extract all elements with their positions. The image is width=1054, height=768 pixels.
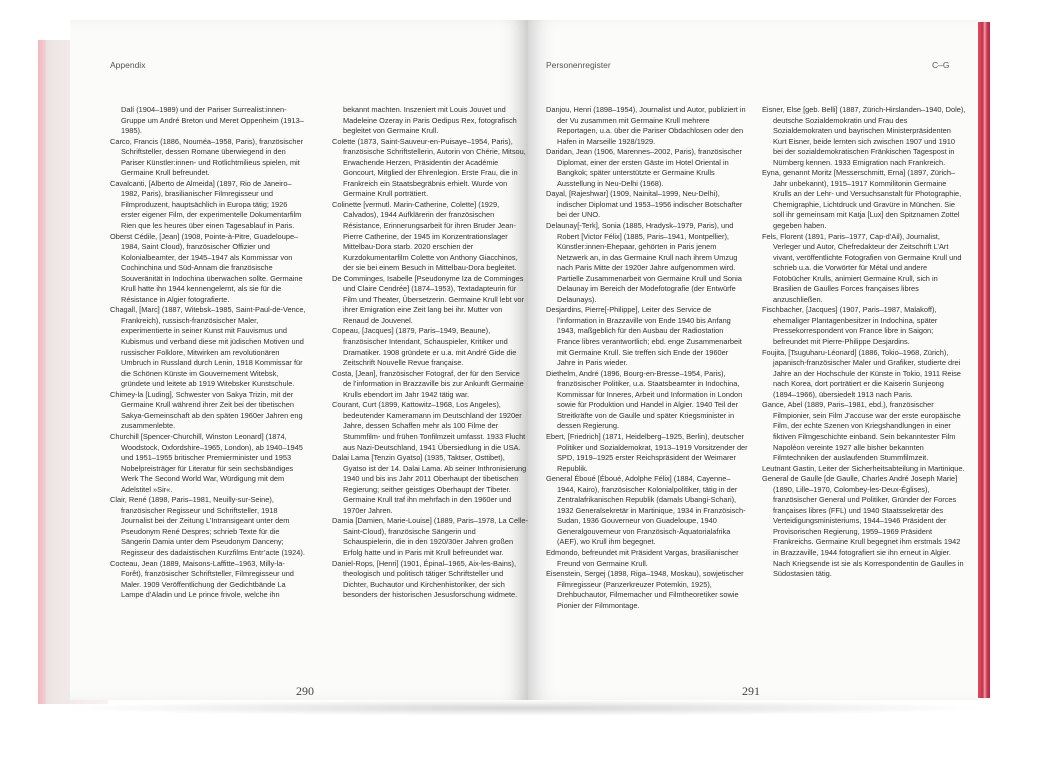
index-entry: Costa, [Jean], französischer Fotograf, der für den Service de l’information in Brazzaville bis zur Ankunft Germaine Krulls ebendort im Jahr 1942 tätig war. bbox=[332, 368, 524, 399]
running-head-right: Personenregister bbox=[546, 60, 611, 70]
index-entry: Chimey-la [Luding], Schwester von Sakya Trizin, mit der Germaine Krull während ihrer Zeit bei der tibetischen Sakya-Gemeinschaft ab den späten 1960er Jahren eng zusammenlebte. bbox=[110, 389, 303, 431]
index-entry: Carco, Francis (1886, Nouméa–1958, Paris), französischer Schriftsteller, dessen Romane überwiegend in den Pariser Künstler:innen- und Rotlichtmilieus spielen, mit Germaine Krull befreundet. bbox=[110, 136, 304, 178]
index-entry: Danjou, Henri (1898–1954), Journalist und Autor, publiziert in der Vu zusammen mit Germaine Krull mehrere Reportagen, u.a. über die Pariser Obdachlosen oder den Hafen in Marseille 1928/1929. bbox=[546, 105, 746, 146]
index-entry: Foujita, [Tsuguharu-Léonard] (1886, Tokio–1968, Zürich), japanisch-französischer Maler und Grafiker, studierte drei Jahre an der Hochschule der Künste in Tokio, 1911 Reise nach Korea, dort porträtiert er die Kaiserin Sunjeong (1894–1966), übersiedelt 1913 nach Paris. bbox=[762, 347, 961, 399]
right-page-column-2 bbox=[762, 105, 966, 580]
index-entry: Delaunay[-Terk], Sonia (1885, Hradysk–1979, Paris), und Robert [Victor Félix] (1885, Paris–1941, Montpellier), Künstler:innen-Ehepaar, gehörten in Paris jenem Netzwerk an, in das Germaine Krull nach ihrem Umzug nach Paris Mitte der 1920er Jahre aufgenommen wird. Partielle Zusammenarbeit von Germaine Krull und Sonia Delaunay im Bereich der Modefotografie (der Entwürfe Delaunays). bbox=[546, 221, 742, 304]
index-entry: Chagall, [Marc] (1887, Witebsk–1985, Saint-Paul-de-Vence, Frankreich), russisch-französischer Maler, experimentierte in seiner Kunst mit Fauvismus und Kubismus und verband diese mit jüdischen Motiven und russischer Folklore, Mitwirken am revolutionären Umbruch in Russland durch Lenin, 1918 Kommissar für die Schönen Künste im Gouvernement Witebsk, gründete und leitete ab 1919 Witebsker Kunstschule. bbox=[110, 305, 306, 389]
index-entry: Colinette [vermutl. Marin-Catherine, Colette] (1929, Calvados), 1944 Aufklärerin der französischen Résistance, Erinnerungsarbeit für ihren Bruder Jean-Pierre Catherine, der 1945 im Konzentrationslager Mittelbau-Dora starb. 2020 erschien der Kurzdokumentarfilm Colette von Anthony Giacchinos, der sie bei einem Besuch in Mittelbau-Dora begleitet. bbox=[332, 199, 518, 273]
index-entry: Diethelm, André (1896, Bourg-en-Bresse–1954, Paris), französischer Politiker, u.a. Staatsbeamter in Indochina, Kommissar für Inneres, Arbeit und Information in London sowie für Produktion und Handel in Algier. 1940 Teil der Streitkräfte von de Gaulle und später Kriegsminister in dessen Regierung. bbox=[546, 368, 743, 431]
running-head-left: Appendix bbox=[110, 60, 146, 70]
index-entry: Cocteau, Jean (1889, Maisons-Laffitte–1963, Milly-la-Forêt), französischer Schriftsteller, Filmregisseur und Maler. 1909 Veröffentlichung der Gedichtbände La Lampe d’Aladin und Le prince frivole, welche ihn bbox=[110, 558, 294, 600]
index-entry: Dayal, [Rajeshwar] (1909, Nainital–1999, Neu-Delhi), indischer Diplomat und 1953–1956 indischer Botschafter bei der UNO. bbox=[546, 189, 743, 220]
index-entry: Dalai Lama [Tenzin Gyatso] (1935, Taktser, Osttibet), Gyatso ist der 14. Dalai Lama. Ab seiner Inthronisierung 1940 und bis ins Jahr 2011 Oberhaupt der tibetischen Regierung; seither geistiges Oberhaupt der Tibeter. Germaine Krull traf ihn mehrfach in den 1960er und 1970er Jahren. bbox=[332, 453, 527, 515]
index-entry: bekannt machten. Inszeniert mit Louis Jouvet und Madeleine Ozeray in Paris Oedipus Rex, fotografisch begleitet von Germaine Krull. bbox=[343, 105, 517, 136]
index-entry: General de Gaulle [de Gaulle, Charles André Joseph Marie] (1890, Lille–1970, Colombey-les-Deux-Églises), französischer General und Politiker, Gründer der Forces françaises libres (FFL) und 1940 Staatssekretär des Verteidigungsministeriums, 1944–1946 Präsident der Provisorischen Regierung, 1959–1969 Präsident Frankreichs. Germaine Krull begegnet ihm erstmals 1942 in Brazzaville, 1944 fotografiert sie ihn erneut in Algier. Nach Kriegsende ist sie als Korrespondentin de Gaulles in Südostasien tätig. bbox=[762, 474, 964, 579]
index-entry: Dalí (1904–1989) und der Pariser Surrealist:innen-Gruppe um André Breton und Meret Oppenheim (1913–1985). bbox=[121, 105, 304, 136]
index-entry: Cavalcanti, [Alberto de Almeida] (1897, Rio de Janeiro–1982, Paris), brasilianischer Filmregisseur und Filmproduzent, hauptsächlich in Europa tätig; 1926 erster eigener Film, der experimentelle Dokumentarfilm Rien que les heures über einen Tagesablauf in Paris. bbox=[110, 178, 302, 231]
index-entry: Gance, Abel (1889, Paris–1981, ebd.), französischer Filmpionier, sein Film J’accuse war der erste europäische Film, der echte Szenen von Kriegshandlungen in einer fiktiven Filmgeschichte einband. Sein bekanntester Film Napoléon vereinte 1927 alle bisher bekannten Filmtechniken der auslaufenden Stummfilmzeit. bbox=[762, 400, 961, 463]
index-entry: Eyna, genannt Moritz [Messerschmitt, Erna] (1897, Zürich–Jahr unbekannt), 1915–1917 Kommilitonin Germaine Krulls an der Lehr- und Versuchsanstalt für Photographie, Chemigraphie, Lichtdruck und Gravüre in München. Sie soll ihr gemeinsam mit Katja [Lux] den Spitznamen Zottel gegeben haben. bbox=[762, 168, 962, 231]
book-shadow bbox=[60, 700, 990, 716]
right-page bbox=[528, 20, 978, 700]
running-head-letters: C–G bbox=[932, 60, 950, 70]
index-entry: General Éboué [Éboué, Adolphe Félix] (1884, Cayenne–1944, Kairo), französischer Kolonialpolitiker, tätig in der Zentralafrikanischen Republik (damals Ubangi-Schari), 1932 Generalsekretär in Martinique, 1934 in Französisch-Sudan, 1936 Gouverneur von Guadeloupe, 1940 Generalgouverneur von Französisch-Äquatorialafrika (AEF), wo Krull ihm begegnet. bbox=[546, 474, 746, 547]
index-entry: Daniel-Rops, [Henri] (1901, Épinal–1965, Aix-les-Bains), theologisch und politisch tätiger Schriftsteller und Dichter, Buchautor und Kirchenhistoriker, der sich besonders der historischen Jesusforschung widmete. bbox=[332, 558, 518, 600]
index-entry: Fels, Florent (1891, Paris–1977, Cap-d’Ail), Journalist, Verleger und Autor, Chefredakteur der Zeitschrift L’Art vivant, veröffentlichte Fotografien von Germaine Krull und schrieb u.a. die Vorwörter für Métal und andere Fotobücher Krulls, animiert Germaine Krull, sich in Brasilien de Gaulles Forces françaises libres anzuschließen. bbox=[762, 231, 962, 304]
page-number-left: 290 bbox=[296, 684, 314, 698]
index-entry: Eisner, Else [geb. Belli] (1887, Zürich-Hirslanden–1940, Dole), deutsche Sozialdemokratin und Frau des Sozialdemokraten und bayrischen Ministerpräsidenten Kurt Eisner, beide lernten sich zwischen 1907 und 1910 bei der sozialdemokratischen Fränkischen Tagespost in Nürnberg kennen. 1933 Emigration nach Frankreich. bbox=[762, 105, 966, 167]
left-page bbox=[70, 20, 528, 700]
index-entry: Daridan, Jean (1906, Marennes–2002, Paris), französischer Diplomat, einer der ersten Gäste im Hotel Oriental in Bangkok; später unterstützte er Germaine Krulls Ausstellung in Neu-Delhi (1968). bbox=[546, 147, 742, 188]
index-entry: Leutnant Gastin, Leiter der Sicherheitsabteilung in Martinique. bbox=[762, 463, 965, 473]
index-entry: Oberst Cédile, [Jean] (1908, Pointe-à-Pitre, Guadeloupe–1984, Saint Cloud), französischer Offizier und Kolonialbeamter, der 1945–1947 als Kommissar von Cochinchina und Süd-Annam die französische Souveränität in Indochina überwachen sollte. Germaine Krull hatte ihn 1944 kennengelernt, als sie für die Résistance in Algier fotografierte. bbox=[110, 231, 303, 304]
right-page-column-1 bbox=[546, 105, 748, 611]
index-entry: Copeau, [Jacques] (1879, Paris–1949, Beaune), französischer Intendant, Schauspieler, Kritiker und Dramatiker. 1908 gründete er u.a. mit André Gide die Zeitschrift Nouvelle Revue française. bbox=[332, 326, 517, 368]
index-entry: Churchill [Spencer-Churchill, Winston Leonard] (1874, Woodstock, Oxfordshire–1965, London), ab 1940–1945 und 1951–1955 britischer Premierminister und 1953 Nobelpreisträger für Literatur für sein sechsbändiges Werk The Second World War, Würdigung mit dem Adelstitel »Sir«. bbox=[110, 431, 303, 494]
page-block-edge-right bbox=[978, 22, 990, 698]
index-entry: Ebert, [Friedrich] (1871, Heidelberg–1925, Berlin), deutscher Politiker und Sozialdemokrat, 1913–1919 Vorsitzender der SPD, 1919–1925 erster Reichspräsident der Weimarer Republik. bbox=[546, 431, 748, 473]
left-page-column-1 bbox=[110, 105, 306, 601]
index-entry: Edmondo, befreundet mit Präsident Vargas, brasilianischer Freund von Germaine Krull. bbox=[546, 547, 739, 568]
index-entry: Courant, Curt (1899, Kattowitz–1968, Los Angeles), bedeutender Kameramann im Deutschland der 1920er Jahre, dessen Schaffen mehr als 100 Filme der Stummfilm- und frühen Tonfilmzeit umfasst. 1933 Flucht aus Nazi-Deutschland, 1941 Übersiedlung in die USA. bbox=[332, 400, 526, 452]
index-entry: Desjardins, Pierre[-Philippe], Leiter des Service de l’information in Brazzaville von Ende 1940 bis Anfang 1943, maßgeblich für den Ausbau der Radiostation France libres verantwortlich; ebd. enge Zusammenarbeit mit Germaine Krull. Sie treffen sich Ende der 1960er Jahre in Paris wieder. bbox=[546, 305, 742, 368]
index-entry: Eisenstein, Sergej (1898, Riga–1948, Moskau), sowjetischer Filmregisseur (Panzerkreuzer Potemkin, 1925), Drehbuchautor, Filmemacher und Filmtheoretiker sowie Pionier der Filmmontage. bbox=[546, 569, 744, 610]
index-entry: Colette (1873, Saint-Sauveur-en-Puisaye–1954, Paris), französische Schriftstellerin, Autorin von Chérie, Mitsou, Erwachende Herzen, Präsidentin der Académie Goncourt, Mitglied der Ehrenlegion. Erste Frau, die in Frankreich ein Staatsbegräbnis erhielt. Wurde von Germaine Krull porträtiert. bbox=[332, 136, 526, 199]
index-entry: Fischbacher, [Jacques] (1907, Paris–1987, Malakoff), ehemaliger Plantagenbesitzer in Indochina, später Pressekorrespondent von France libre in Saigon; befreundet mit Pierre-Philippe Desjardins. bbox=[762, 305, 938, 347]
page-number-right: 291 bbox=[742, 684, 760, 698]
index-entry: De Comminges, Isabelle [Pseudonyme Iza de Comminges und Claire Cendrée] (1874–1953), Textadapteurin für Film und Theater, Übersetzerin. Germaine Krull lebt vor ihrer Emigration eine Zeit lang bei ihr. Mutter von Renaud de Jouvenel. bbox=[332, 273, 525, 325]
index-entry: Damia [Damien, Marie-Louise] (1889, Paris–1978, La Celle-Saint-Cloud), französische Sängerin und Schauspielerin, die in den 1920/30er Jahren großen Erfolg hatte und in Paris mit Krull befreundet war. bbox=[332, 516, 528, 557]
index-entry: Clair, René (1898, Paris–1981, Neuilly-sur-Seine), französischer Regisseur und Schriftsteller, 1918 Journalist bei der Zeitung L’Intransigeant unter dem Pseudonym René Despres; schrieb Texte für die Sängerin Damia unter dem Pseudonym Danceny; Regisseur des dadaistischen Kurzfilms Entr’acte (1924). bbox=[110, 495, 305, 557]
left-page-column-2 bbox=[332, 105, 528, 601]
